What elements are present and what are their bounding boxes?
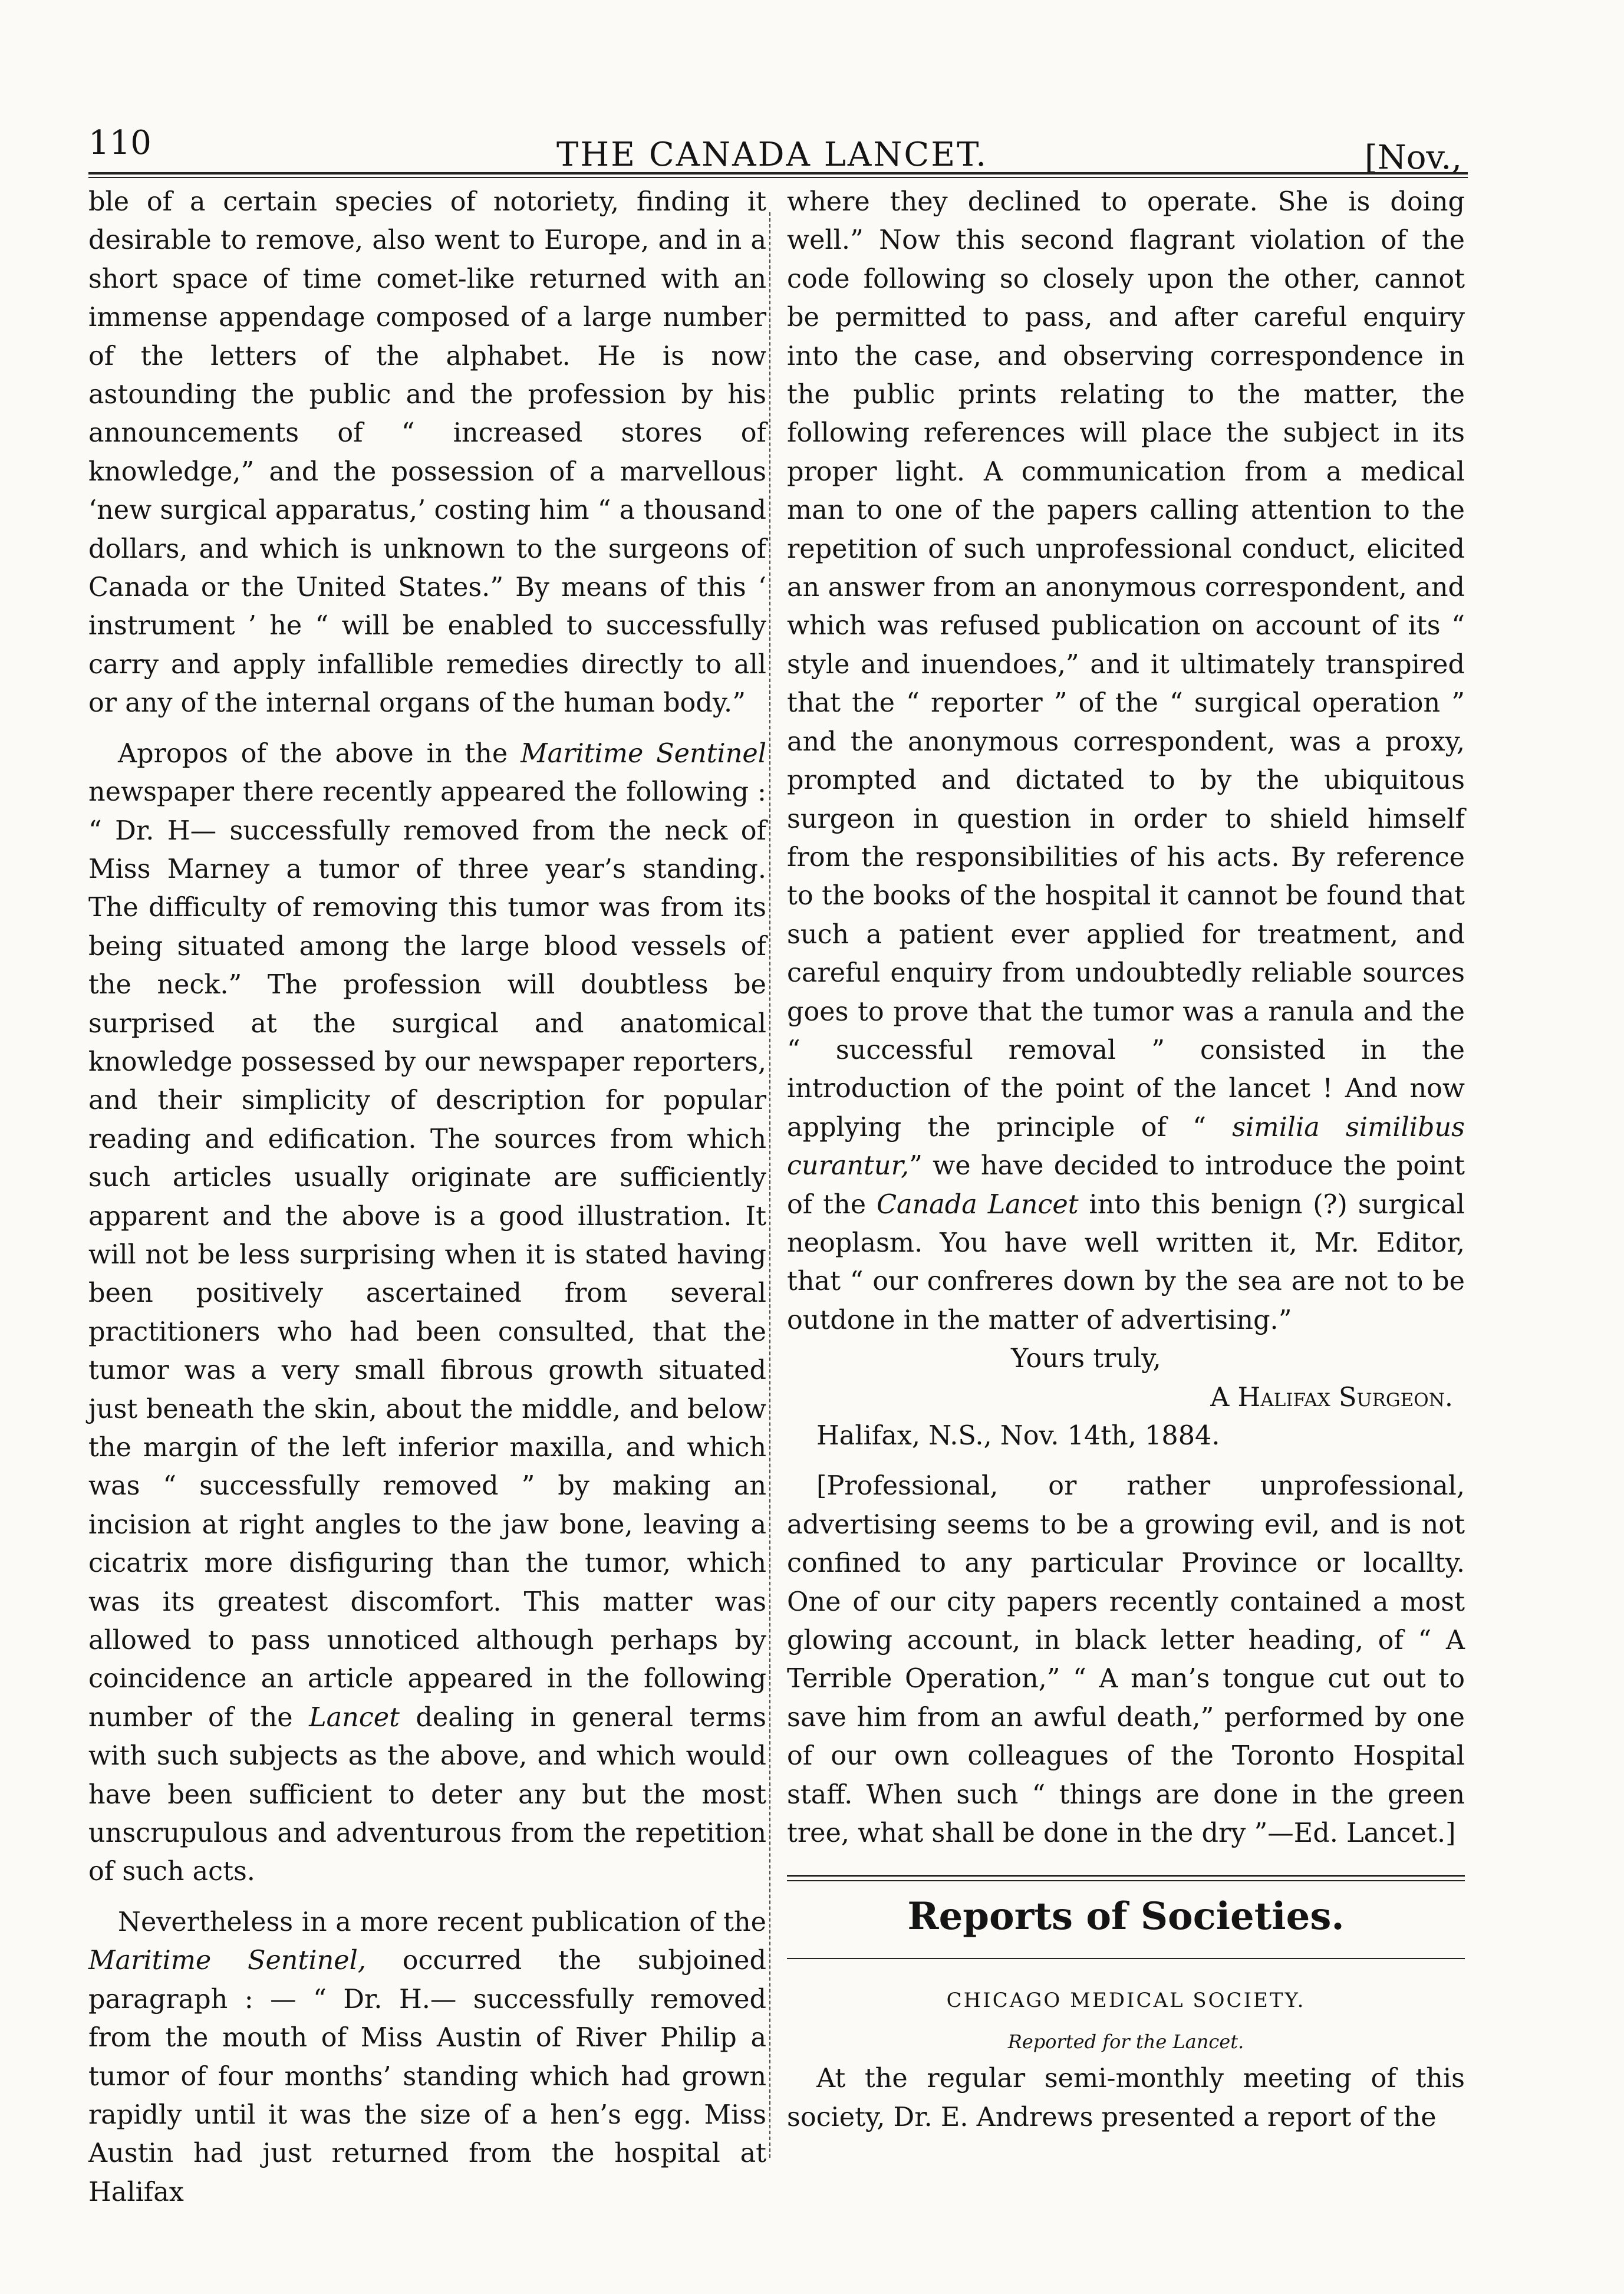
page-number: 110: [88, 124, 151, 162]
text-run: newspaper there recently appeared the following : “ Dr. H— successfully removed from the neck of Miss Marney a tumor of three year’s standing. The difficulty of removing this tumor was from its being situated among the large blood vessels of the neck.” The profession will doubtless be surprised at the surgical and anatomical knowledge possessed by our newspaper reporters, and their simplicity of description for popular reading and edification. The sources from which such articles usually originate are sufficiently apparent and the above is a good illustration. It will not be less surprising when it is stated having been positively ascertained from several practitioners who had been consulted, that the tumor was a very small fibrous growth situated just beneath the skin, about the middle, and below the margin of the left inferior maxilla, and which was “ successfully removed ” by making an incision at right angles to the jaw bone, leaving a cicatrix more disfiguring than the tumor, which was its greatest discomfort. This matter was allowed to pass unnoticed although perhaps by coincidence an article appeared in the following number of the: [88, 777, 766, 1733]
letter-place-date: Halifax, N.S., Nov. 14th, 1884.: [816, 1421, 1220, 1451]
left-column: [88, 183, 766, 2211]
left-paragraph-2: [88, 735, 766, 1891]
left-paragraph-3: [88, 1903, 766, 2211]
page-header: [88, 112, 1462, 177]
italic-run: Lancet: [309, 1702, 400, 1733]
text-run: into this benign (?) surgical neoplasm. You have well written it, Mr. Editor, that “ our confreres down by the sea are not to be outdone in the matter of advertising.”: [787, 1189, 1465, 1335]
section-heading-rule: [787, 1958, 1465, 1959]
italic-run: Maritime Sentinel,: [88, 1946, 366, 1976]
italic-run: Maritime Sentinel: [521, 738, 766, 769]
text-run: where they declined to operate. She is doing well.” Now this second flagrant violation of the code following so closely upon the other, cannot be permitted to pass, and after careful enquiry into the case, and observing correspondence in the public prints relating to the matter, the following references will place the subject in its proper light. A communication from a medical man to one of the papers calling attention to the repetition of such unprofessional conduct, elicited an answer from an anonymous correspondent, and which was refused publication on account of its “ style and inuendoes,” and it ultimately transpired that the “ reporter ” of the “ surgical operation ” and the anonymous correspondent, was a proxy, prompted and dictated to by the ubiquitous surgeon in question in order to shield himself from the responsibilities of his acts. By reference to the books of the hospital it cannot be found that such a patient ever applied for treatment, and careful enquiry from undoubtedly reliable sources goes to prove that the tumor was a ranula and the “ successful removal ” consisted in the introduction of the point of the lancet ! And now applying the principle of “: [787, 187, 1465, 1143]
letter-closing: Yours truly,: [1011, 1344, 1161, 1374]
text-run: occurred the subjoined paragraph : — “ Dr. H.— successfully removed from the mouth of Miss Austin of River Philip a tumor of four months’ standing which had grown rapidly until it was the size of a hen’s egg. Miss Austin had just returned from the hospital at Halifax: [88, 1946, 766, 2207]
society-title: CHICAGO MEDICAL SOCIETY.: [946, 1989, 1306, 2013]
section-rule: [787, 1875, 1465, 1877]
section-heading: Reports of Societies.: [907, 1894, 1345, 1939]
italic-run: Canada Lancet: [876, 1189, 1079, 1220]
text-run: dealing in general terms with such subjects as the above, and which would have been sufficient to deter any but the most unscrupulous and adventurous from the repetition of such acts.: [88, 1702, 766, 1887]
text-run: Nevertheless in a more recent publication of the: [118, 1907, 766, 1937]
society-subtitle: Reported for the Lancet.: [1007, 2030, 1244, 2053]
right-column: [787, 183, 1465, 2137]
society-paragraph: At the regular semi-monthly meeting of this society, Dr. E. Andrews presented a report of the: [787, 2063, 1465, 2132]
text-run: ” we have decided to introduce the point of the: [787, 1151, 1465, 1220]
header-rule: [88, 172, 1468, 175]
issue-month: [Nov.,: [1364, 139, 1462, 177]
letter-signature: A Halifax Surgeon.: [1210, 1382, 1453, 1413]
right-paragraph-1: [787, 183, 1465, 1339]
running-title: THE CANADA LANCET.: [556, 136, 988, 174]
italic-run: similia similibus curantur,: [787, 1112, 1465, 1181]
text-run: Apropos of the above in the: [118, 738, 521, 769]
header-rule-thin: [88, 177, 1468, 178]
editor-note: [Professional, or rather unprofessional, advertising seems to be a growing evil, and is not confined to any particular Province or locallty. One of our city papers recently contained a most glowing account, in black letter heading, of “ A Terrible Operation,” “ A man’s tongue cut out to save him from an awful death,” performed by one of our own colleagues of the Toronto Hospital staff. When such “ things are done in the green tree, what shall be done in the dry ”—Ed. Lancet.]: [787, 1471, 1465, 1849]
column-divider: [769, 212, 770, 2158]
left-paragraph-1: ble of a certain species of notoriety, finding it desirable to remove, also went to Europe, and in a short space of time comet-like returned with an immense appendage composed of a large number of the letters of the alphabet. He is now astounding the public and the profession by his announcements of “ increased stores of knowledge,” and the possession of a marvellous ‘new surgical apparatus,’ costing him “ a thousand dollars, and which is unknown to the surgeons of Canada or the United States.” By means of this ‘ instrument ’ he “ will be enabled to successfully carry and apply infallible remedies directly to all or any of the internal organs of the human body.”: [88, 187, 766, 719]
